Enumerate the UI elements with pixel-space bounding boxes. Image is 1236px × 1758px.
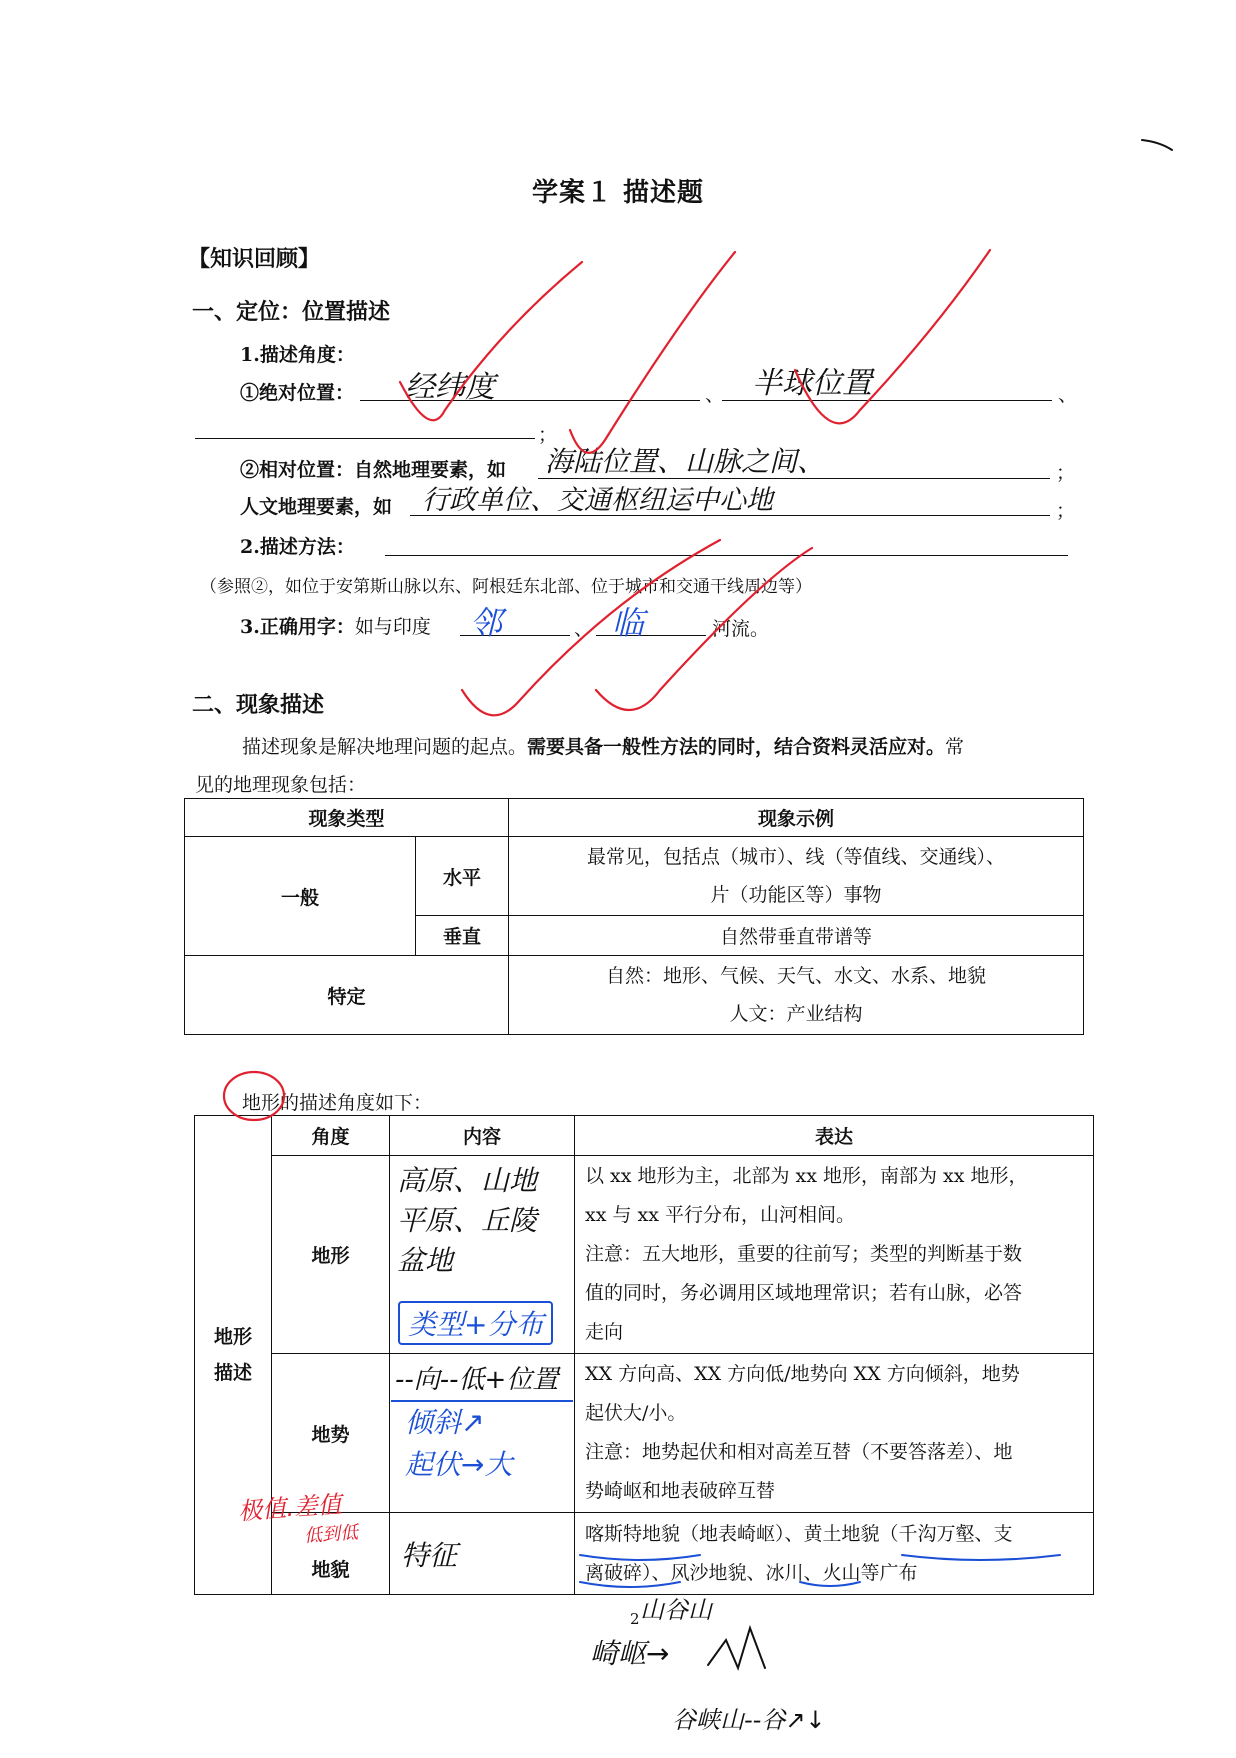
t2-expr-relief-3: 注意：地势起伏和相对高差互替（不要答落差）、地 bbox=[585, 1441, 1013, 1463]
t1-specific: 特定 bbox=[185, 956, 509, 1035]
footer-hw-1: 山谷山 bbox=[640, 1596, 712, 1624]
section-review-heading: 【知识回顾】 bbox=[188, 247, 321, 272]
t1-general: 一般 bbox=[185, 837, 416, 956]
t2-expr-relief-1: XX 方向高、XX 方向低/地势向 XX 方向倾斜，地势 bbox=[585, 1363, 1020, 1385]
t2-expr-landform-2: 离破碎）、风沙地貌、冰川、火山等广布 bbox=[585, 1561, 918, 1584]
semicolon-3: ； bbox=[1056, 500, 1076, 522]
footer-hw-3: 谷峡山--谷↗↓ bbox=[672, 1706, 826, 1734]
t2-side-1: 地形 bbox=[213, 1326, 252, 1348]
t1-specific-example bbox=[509, 956, 1084, 1035]
t2-expr-terrain bbox=[575, 1156, 1094, 1354]
t2-hw-terrain-1: 高原、山地 bbox=[397, 1164, 538, 1197]
t2-expr-landform bbox=[575, 1513, 1094, 1595]
t2-expr-relief-4: 势崎岖和地表破碎互替 bbox=[585, 1480, 776, 1502]
page-title: 学案１ 描述题 bbox=[531, 178, 705, 208]
terrain-intro: 地形的描述角度如下： bbox=[242, 1092, 433, 1114]
absolute-fill-1: 经纬度 bbox=[405, 370, 495, 405]
absolute-fill-2: 半球位置 bbox=[752, 366, 872, 401]
t2-side-2: 描述 bbox=[213, 1362, 252, 1384]
t2-expr-terrain-2: xx 与 xx 平行分布，山河相间。 bbox=[585, 1204, 855, 1226]
t2-hw-landform: 特征 bbox=[401, 1538, 458, 1572]
wording-text: 如与印度 bbox=[354, 616, 431, 638]
t1-vertical-example: 自然带垂直带谱等 bbox=[509, 916, 1084, 956]
semicolon-2: ； bbox=[1056, 462, 1076, 484]
wording-label: 3.正确用字： bbox=[240, 616, 355, 638]
t2-expr-relief-2: 起伏大/小。 bbox=[585, 1402, 687, 1424]
t2-angle-terrain: 地形 bbox=[272, 1156, 390, 1354]
angle-label: 1.描述角度： bbox=[240, 344, 355, 366]
t2-hw-terrain-blue: 类型+分布 bbox=[398, 1301, 553, 1345]
margin-red-2: 低到低 bbox=[303, 1522, 359, 1547]
wording-fill-2: 临 bbox=[612, 604, 645, 642]
footer-hw-2: 崎岖→ bbox=[590, 1637, 670, 1670]
t2-hw-terrain-3: 盆地 bbox=[397, 1244, 454, 1277]
t2-expr-terrain-5: 走向 bbox=[585, 1321, 624, 1343]
t1-header-example: 现象示例 bbox=[509, 799, 1084, 837]
t1-horizontal-example bbox=[509, 837, 1084, 916]
method-note: （参照②，如位于安第斯山脉以东、阿根廷东北部、位于城市和交通干线周边等） bbox=[200, 577, 812, 597]
human-fill: 行政单位、交通枢纽运中心地 bbox=[422, 485, 773, 516]
t2-hw-relief-1: --向--低+位置 bbox=[395, 1365, 559, 1395]
t1-header-type: 现象类型 bbox=[185, 799, 509, 837]
margin-red-1: 极值.差值 bbox=[237, 1490, 343, 1526]
t1-horizontal: 水平 bbox=[416, 837, 509, 916]
part2-para2: 见的地理现象包括： bbox=[195, 774, 367, 796]
absolute-label: ①绝对位置： bbox=[240, 382, 355, 404]
t2-content-terrain bbox=[390, 1156, 575, 1354]
t2-hw-relief-blue-2: 起伏→大 bbox=[405, 1448, 513, 1481]
t1-s-ex-2: 人文：产业结构 bbox=[729, 1003, 863, 1025]
t2-header-content: 内容 bbox=[390, 1116, 575, 1156]
human-label: 人文地理要素，如 bbox=[240, 496, 393, 518]
para1-c: 常 bbox=[945, 736, 965, 758]
t2-expr-terrain-3: 注意：五大地形，重要的往前写；类型的判断基于数 bbox=[585, 1243, 1023, 1265]
footer-sketch bbox=[708, 1628, 765, 1668]
sep-1: 、 bbox=[705, 384, 725, 406]
phenomena-table bbox=[184, 798, 1084, 1035]
sep-2: 、 bbox=[1058, 384, 1078, 406]
wording-line bbox=[240, 612, 431, 639]
para1-a: 描述现象是解决地理问题的起点。 bbox=[242, 736, 528, 758]
red-check-3 bbox=[570, 252, 735, 453]
semicolon-1: ； bbox=[538, 424, 558, 446]
relative-label: ②相对位置：自然地理要素，如 bbox=[240, 459, 507, 481]
t1-h-ex-1: 最常见，包括点（城市）、线（等值线、交通线）、 bbox=[586, 846, 1005, 868]
t1-vertical: 垂直 bbox=[416, 916, 509, 956]
method-label: 2.描述方法： bbox=[240, 536, 355, 558]
wording-fill-1: 邻 bbox=[470, 604, 503, 642]
para1-b: 需要具备一般性方法的同时，结合资料灵活应对。 bbox=[527, 736, 946, 758]
t2-expr-landform-1: 喀斯特地貌（地表崎岖）、黄土地貌（千沟万壑、支 bbox=[585, 1522, 1013, 1545]
part2-para1 bbox=[242, 732, 1082, 759]
wording-end: 河流。 bbox=[712, 618, 770, 640]
t2-content-relief bbox=[390, 1354, 575, 1513]
t2-content-landform bbox=[390, 1513, 575, 1595]
t2-header-expr: 表达 bbox=[575, 1116, 1094, 1156]
absolute-blank-3 bbox=[195, 438, 535, 439]
page-number: 2 bbox=[630, 1610, 640, 1628]
part2-heading: 二、现象描述 bbox=[192, 693, 325, 718]
t1-s-ex-1: 自然：地形、气候、天气、水文、水系、地貌 bbox=[605, 965, 986, 987]
corner-mark bbox=[1142, 140, 1172, 150]
t1-h-ex-2: 片（功能区等）事物 bbox=[710, 884, 882, 906]
wording-sep: 、 bbox=[574, 618, 594, 640]
t2-expr-terrain-1: 以 xx 地形为主，北部为 xx 地形，南部为 xx 地形， bbox=[585, 1165, 1028, 1187]
t2-hw-relief-blue-1: 倾斜↗ bbox=[405, 1406, 485, 1439]
relative-fill: 海陆位置、山脉之间、 bbox=[545, 445, 826, 478]
t2-expr-relief bbox=[575, 1354, 1094, 1513]
part1-heading: 一、定位：位置描述 bbox=[192, 300, 391, 325]
t2-angle-landform: 地貌 bbox=[272, 1513, 390, 1595]
t2-expr-terrain-4: 值的同时，务必调用区域地理常识；若有山脉，必答 bbox=[585, 1282, 1023, 1304]
t2-angle-relief: 地势 bbox=[272, 1354, 390, 1513]
t2-hw-terrain-2: 平原、丘陵 bbox=[397, 1204, 538, 1237]
method-blank bbox=[385, 555, 1068, 556]
t2-header-angle: 角度 bbox=[272, 1116, 390, 1156]
